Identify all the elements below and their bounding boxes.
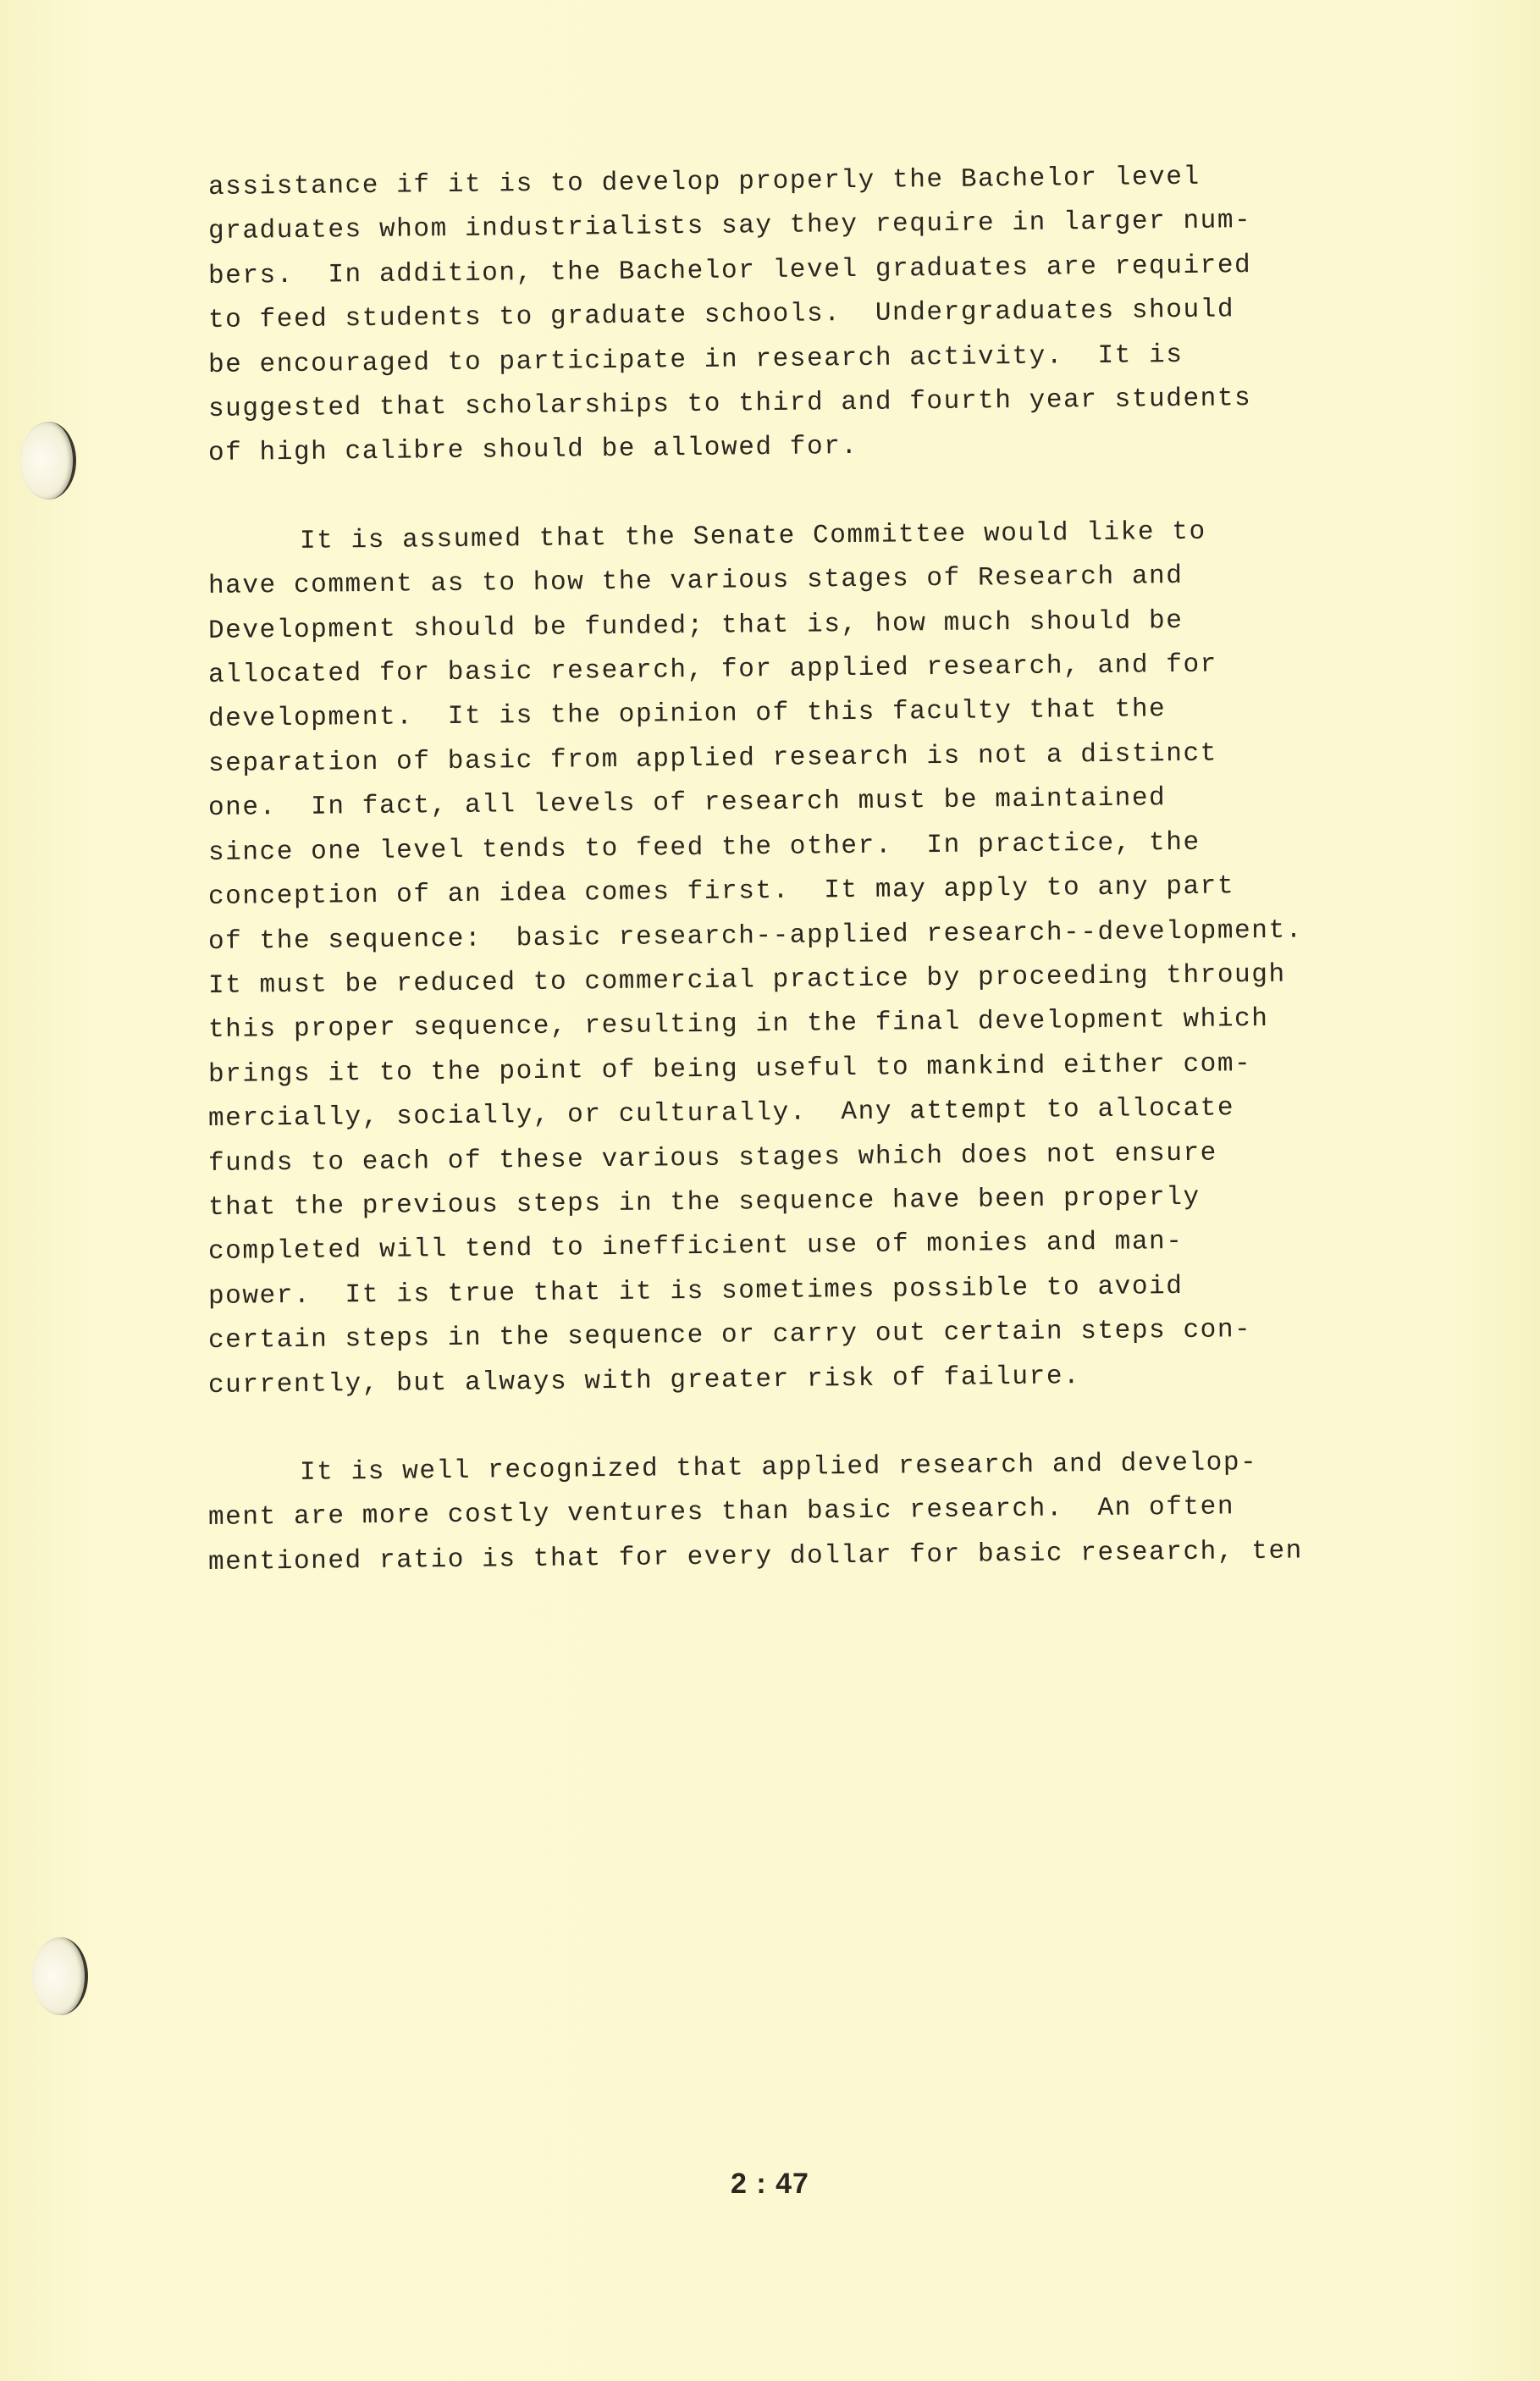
text-line: development. It is the opinion of this faculty that the xyxy=(207,694,1167,735)
text-line: certain steps in the sequence or carry out certain steps con- xyxy=(207,1315,1252,1356)
text-line: completed will tend to inefficient use of monies and man- xyxy=(207,1227,1184,1268)
text-line: one. In fact, all levels of research must be maintained xyxy=(207,783,1167,824)
text-line: that the previous steps in the sequence have been properly xyxy=(207,1182,1201,1223)
text-line: graduates whom industrialists say they require in larger num- xyxy=(207,206,1252,247)
text-line: have comment as to how the various stages of Research and xyxy=(207,561,1184,602)
text-line: power. It is true that it is sometimes possible to avoid xyxy=(207,1271,1184,1312)
page-number: 2 : 47 xyxy=(731,2168,809,2200)
text-line: bers. In addition, the Bachelor level graduates are required xyxy=(207,250,1252,291)
text-line: of the sequence: basic research--applied research--development. xyxy=(207,914,1304,957)
text-line: be encouraged to participate in research activity. It is xyxy=(207,340,1184,380)
text-line: mentioned ratio is that for every dollar for basic research, ten xyxy=(207,1536,1304,1577)
text-line: since one level tends to feed the other. In practice, the xyxy=(207,827,1201,868)
punch-hole xyxy=(20,422,76,500)
text-line: this proper sequence, resulting in the final development which xyxy=(207,1004,1269,1046)
text-line: assistance if it is to develop properly the Bachelor level xyxy=(207,162,1201,202)
text-line: conception of an idea comes first. It may apply to any part xyxy=(207,871,1235,913)
text-line: funds to each of these various stages which does not ensure xyxy=(207,1138,1218,1179)
text-line: Development should be funded; that is, how much should be xyxy=(207,605,1184,646)
text-line: of high calibre should be allowed for. xyxy=(207,432,858,469)
body-text xyxy=(207,162,1394,1585)
punch-hole xyxy=(32,1937,88,2015)
text-line: It is well recognized that applied research and develop- xyxy=(299,1447,1258,1488)
text-line: currently, but always with greater risk of failure. xyxy=(207,1361,1081,1400)
text-line: ment are more costly ventures than basic research. An often xyxy=(207,1492,1235,1533)
paragraph xyxy=(207,1447,1394,1585)
text-line: It is assumed that the Senate Committee would like to xyxy=(299,517,1206,556)
text-line: mercially, socially, or culturally. Any attempt to allocate xyxy=(207,1093,1235,1135)
text-line: separation of basic from applied research is not a distinct xyxy=(207,738,1218,779)
text-line: brings it to the point of being useful to mankind either com- xyxy=(207,1048,1252,1090)
paragraph xyxy=(207,162,1394,477)
text-line: allocated for basic research, for applied research, and for xyxy=(207,649,1218,691)
paragraph xyxy=(207,517,1394,1408)
text-line: to feed students to graduate schools. Undergraduates should xyxy=(207,295,1235,336)
text-line: suggested that scholarships to third and fourth year students xyxy=(207,384,1252,425)
text-line: It must be reduced to commercial practice by proceeding through xyxy=(207,959,1286,1001)
